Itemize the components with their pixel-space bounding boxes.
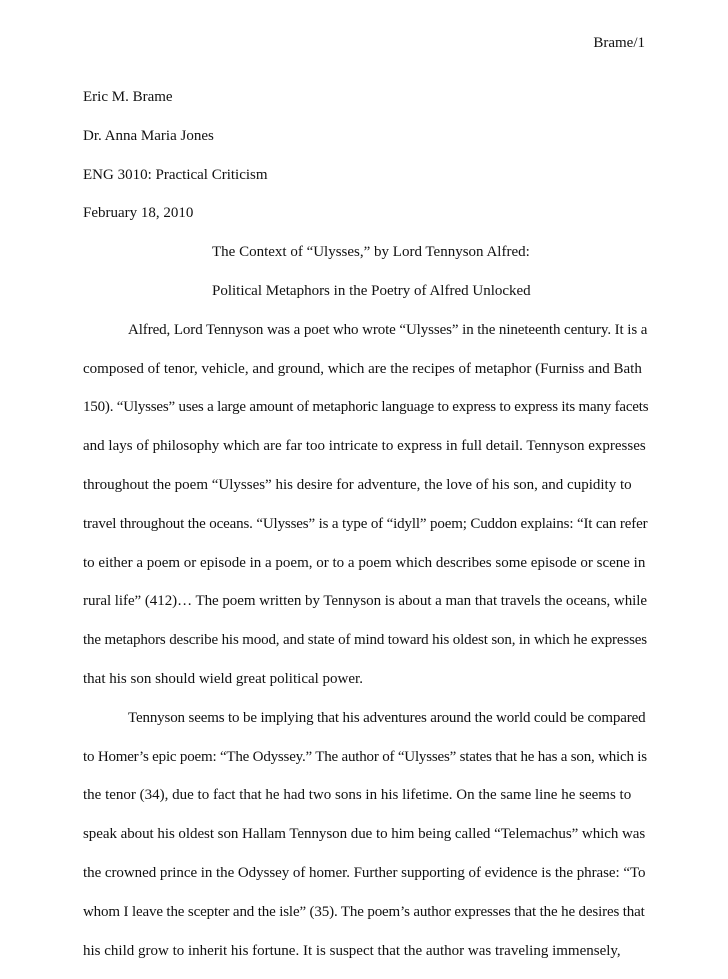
title-line-1: The Context of “Ulysses,” by Lord Tennyson Alfred:	[212, 244, 530, 261]
paragraph-2	[83, 708, 649, 961]
text-line: and lays of philosophy which are far too intricate to express in full detail. Tennyson expresses	[83, 438, 646, 455]
text-line: the metaphors describe his mood, and state of mind toward his oldest son, in which he expresses	[83, 632, 647, 649]
text-line: travel throughout the oceans. “Ulysses” is a type of “idyll” poem; Cuddon explains: “It can refer	[83, 515, 648, 532]
text-line: to Homer’s epic poem: “The Odyssey.” The author of “Ulysses” states that he has a son, which is	[83, 748, 647, 765]
text-line: throughout the poem “Ulysses” his desire for adventure, the love of his son, and cupidity to	[83, 476, 632, 493]
text-line: 150). “Ulysses” uses a large amount of metaphoric language to express to express its many facets	[83, 399, 649, 416]
text-line: composed of tenor, vehicle, and ground, which are the recipes of metaphor (Furniss and Bath	[83, 360, 642, 377]
essay-content	[83, 87, 649, 979]
text-line: speak about his oldest son Hallam Tennyson due to him being called “Telemachus” which was	[83, 826, 646, 843]
text-line: Tennyson seems to be implying that his adventures around the world could be compared	[128, 709, 646, 726]
essay-date: February 18, 2010	[83, 205, 194, 222]
instructor-name: Dr. Anna Maria Jones	[83, 127, 214, 144]
text-line: rural life” (412)… The poem written by Tennyson is about a man that travels the oceans, while	[83, 593, 648, 610]
text-line: his child grow to inherit his fortune. It is suspect that the author was traveling immensely,	[83, 942, 621, 959]
text-line: Alfred, Lord Tennyson was a poet who wrote “Ulysses” in the nineteenth century. It is a	[128, 321, 648, 338]
course-name: ENG 3010: Practical Criticism	[83, 166, 268, 183]
author-name: Eric M. Brame	[83, 89, 173, 105]
title-line-2: Political Metaphors in the Poetry of Alfred Unlocked	[212, 282, 531, 299]
text-line: that his son should wield great political power.	[83, 670, 363, 687]
text-line: whom I leave the scepter and the isle” (35). The poem’s author expresses that the he desires that	[83, 903, 645, 920]
running-head: Brame/1	[593, 35, 645, 51]
essay-title	[83, 242, 649, 301]
text-line: the tenor (34), due to fact that he had two sons in his lifetime. On the same line he seems to	[83, 787, 632, 804]
text-line: the crowned prince in the Odyssey of homer. Further supporting of evidence is the phrase: “To	[83, 864, 646, 881]
text-line: to either a poem or episode in a poem, or to a poem which describes some episode or scene in	[83, 554, 646, 571]
heading-block	[83, 87, 649, 223]
paragraph-1	[83, 320, 649, 689]
